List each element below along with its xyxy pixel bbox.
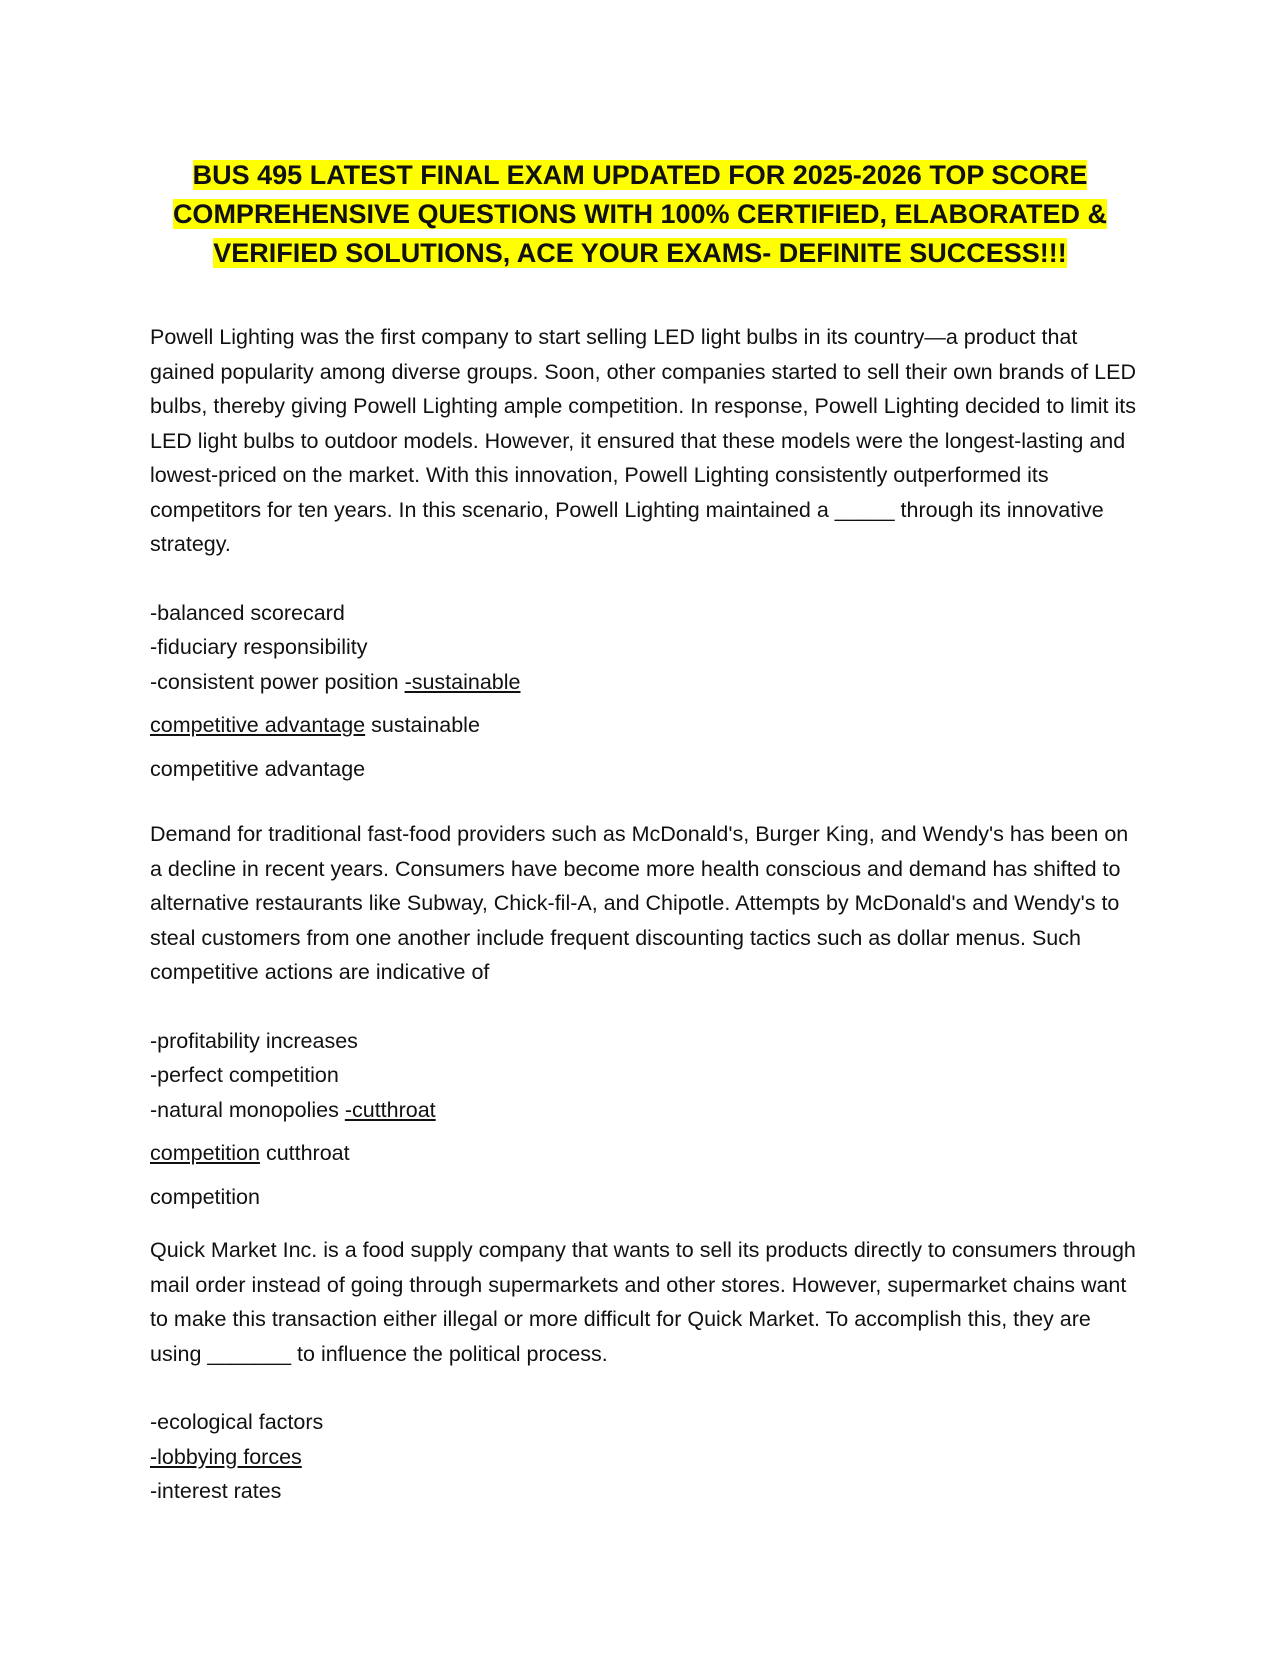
answer-text: sustainable bbox=[371, 713, 480, 737]
option: -perfect competition bbox=[150, 1063, 339, 1087]
option: -profitability increases bbox=[150, 1028, 358, 1053]
highlighted-title-text: BUS 495 LATEST FINAL EXAM UPDATED FOR 2025-2026 TOP SCORE COMPREHENSIVE QUESTIONS WITH 100% CERTIFIED, ELABORATED & VERIFIED SOLUTIONS, ACE YOUR EXAMS- DEFINITE SUCCESS!!! bbox=[172, 160, 1108, 268]
correct-option: -cutthroat bbox=[344, 1097, 436, 1122]
option: -natural monopolies bbox=[150, 1097, 339, 1122]
option-line bbox=[150, 1093, 1140, 1128]
correct-option: -sustainable bbox=[404, 669, 521, 694]
option: -balanced scorecard bbox=[150, 600, 345, 625]
correct-option-continued: competitive advantage bbox=[150, 713, 366, 737]
question-text: Quick Market Inc. is a food supply company that wants to sell its products directly to consumers through mail order instead of going through supermarkets and other stores. However, supermarket chains want to make this transaction either illegal or more difficult for Quick Market. To accomplish this, they are using _______ to influence the political process. bbox=[150, 1238, 1136, 1366]
option: -interest rates bbox=[150, 1479, 282, 1503]
question-block-1 bbox=[150, 320, 1140, 786]
answer-text-continued: competitive advantage bbox=[150, 756, 366, 781]
answer-line bbox=[150, 708, 1140, 743]
answer-line bbox=[150, 1136, 1140, 1171]
option: -consistent power position bbox=[150, 669, 399, 694]
document-title bbox=[140, 156, 1140, 273]
option-line bbox=[150, 665, 1140, 700]
correct-option-continued: competition bbox=[150, 1141, 260, 1165]
question-block-2 bbox=[150, 817, 1140, 1214]
answer-text: cutthroat bbox=[265, 1141, 350, 1165]
question-text: Powell Lighting was the first company to start selling LED light bulbs in its country—a product that gained popularity among diverse groups. Soon, other companies started to sell their own brands of LED bulbs, thereby giving Powell Lighting ample competition. In response, Powell Lighting decided to limit its LED light bulbs to outdoor models. However, it ensured that these models were the longest-lasting and lowest-priced on the market. With this innovation, Powell Lighting consistently outperformed its competitors for ten years. In this scenario, Powell Lighting maintained a _____ through its innovative strategy. bbox=[150, 325, 1136, 556]
option: -fiduciary responsibility bbox=[150, 635, 368, 659]
answer-text-continued: competition bbox=[150, 1184, 260, 1209]
correct-option: -lobbying forces bbox=[150, 1444, 302, 1469]
question-block-3 bbox=[150, 1233, 1140, 1509]
question-text: Demand for traditional fast-food providers such as McDonald's, Burger King, and Wendy's has been on a decline in recent years. Consumers have become more health conscious and demand has shifted to alternative restaurants like Subway, Chick-fil-A, and Chipotle. Attempts by McDonald's and Wendy's to steal customers from one another include frequent discounting tactics such as dollar menus. Such competitive actions are indicative of bbox=[150, 822, 1129, 984]
option: -ecological factors bbox=[150, 1410, 324, 1434]
